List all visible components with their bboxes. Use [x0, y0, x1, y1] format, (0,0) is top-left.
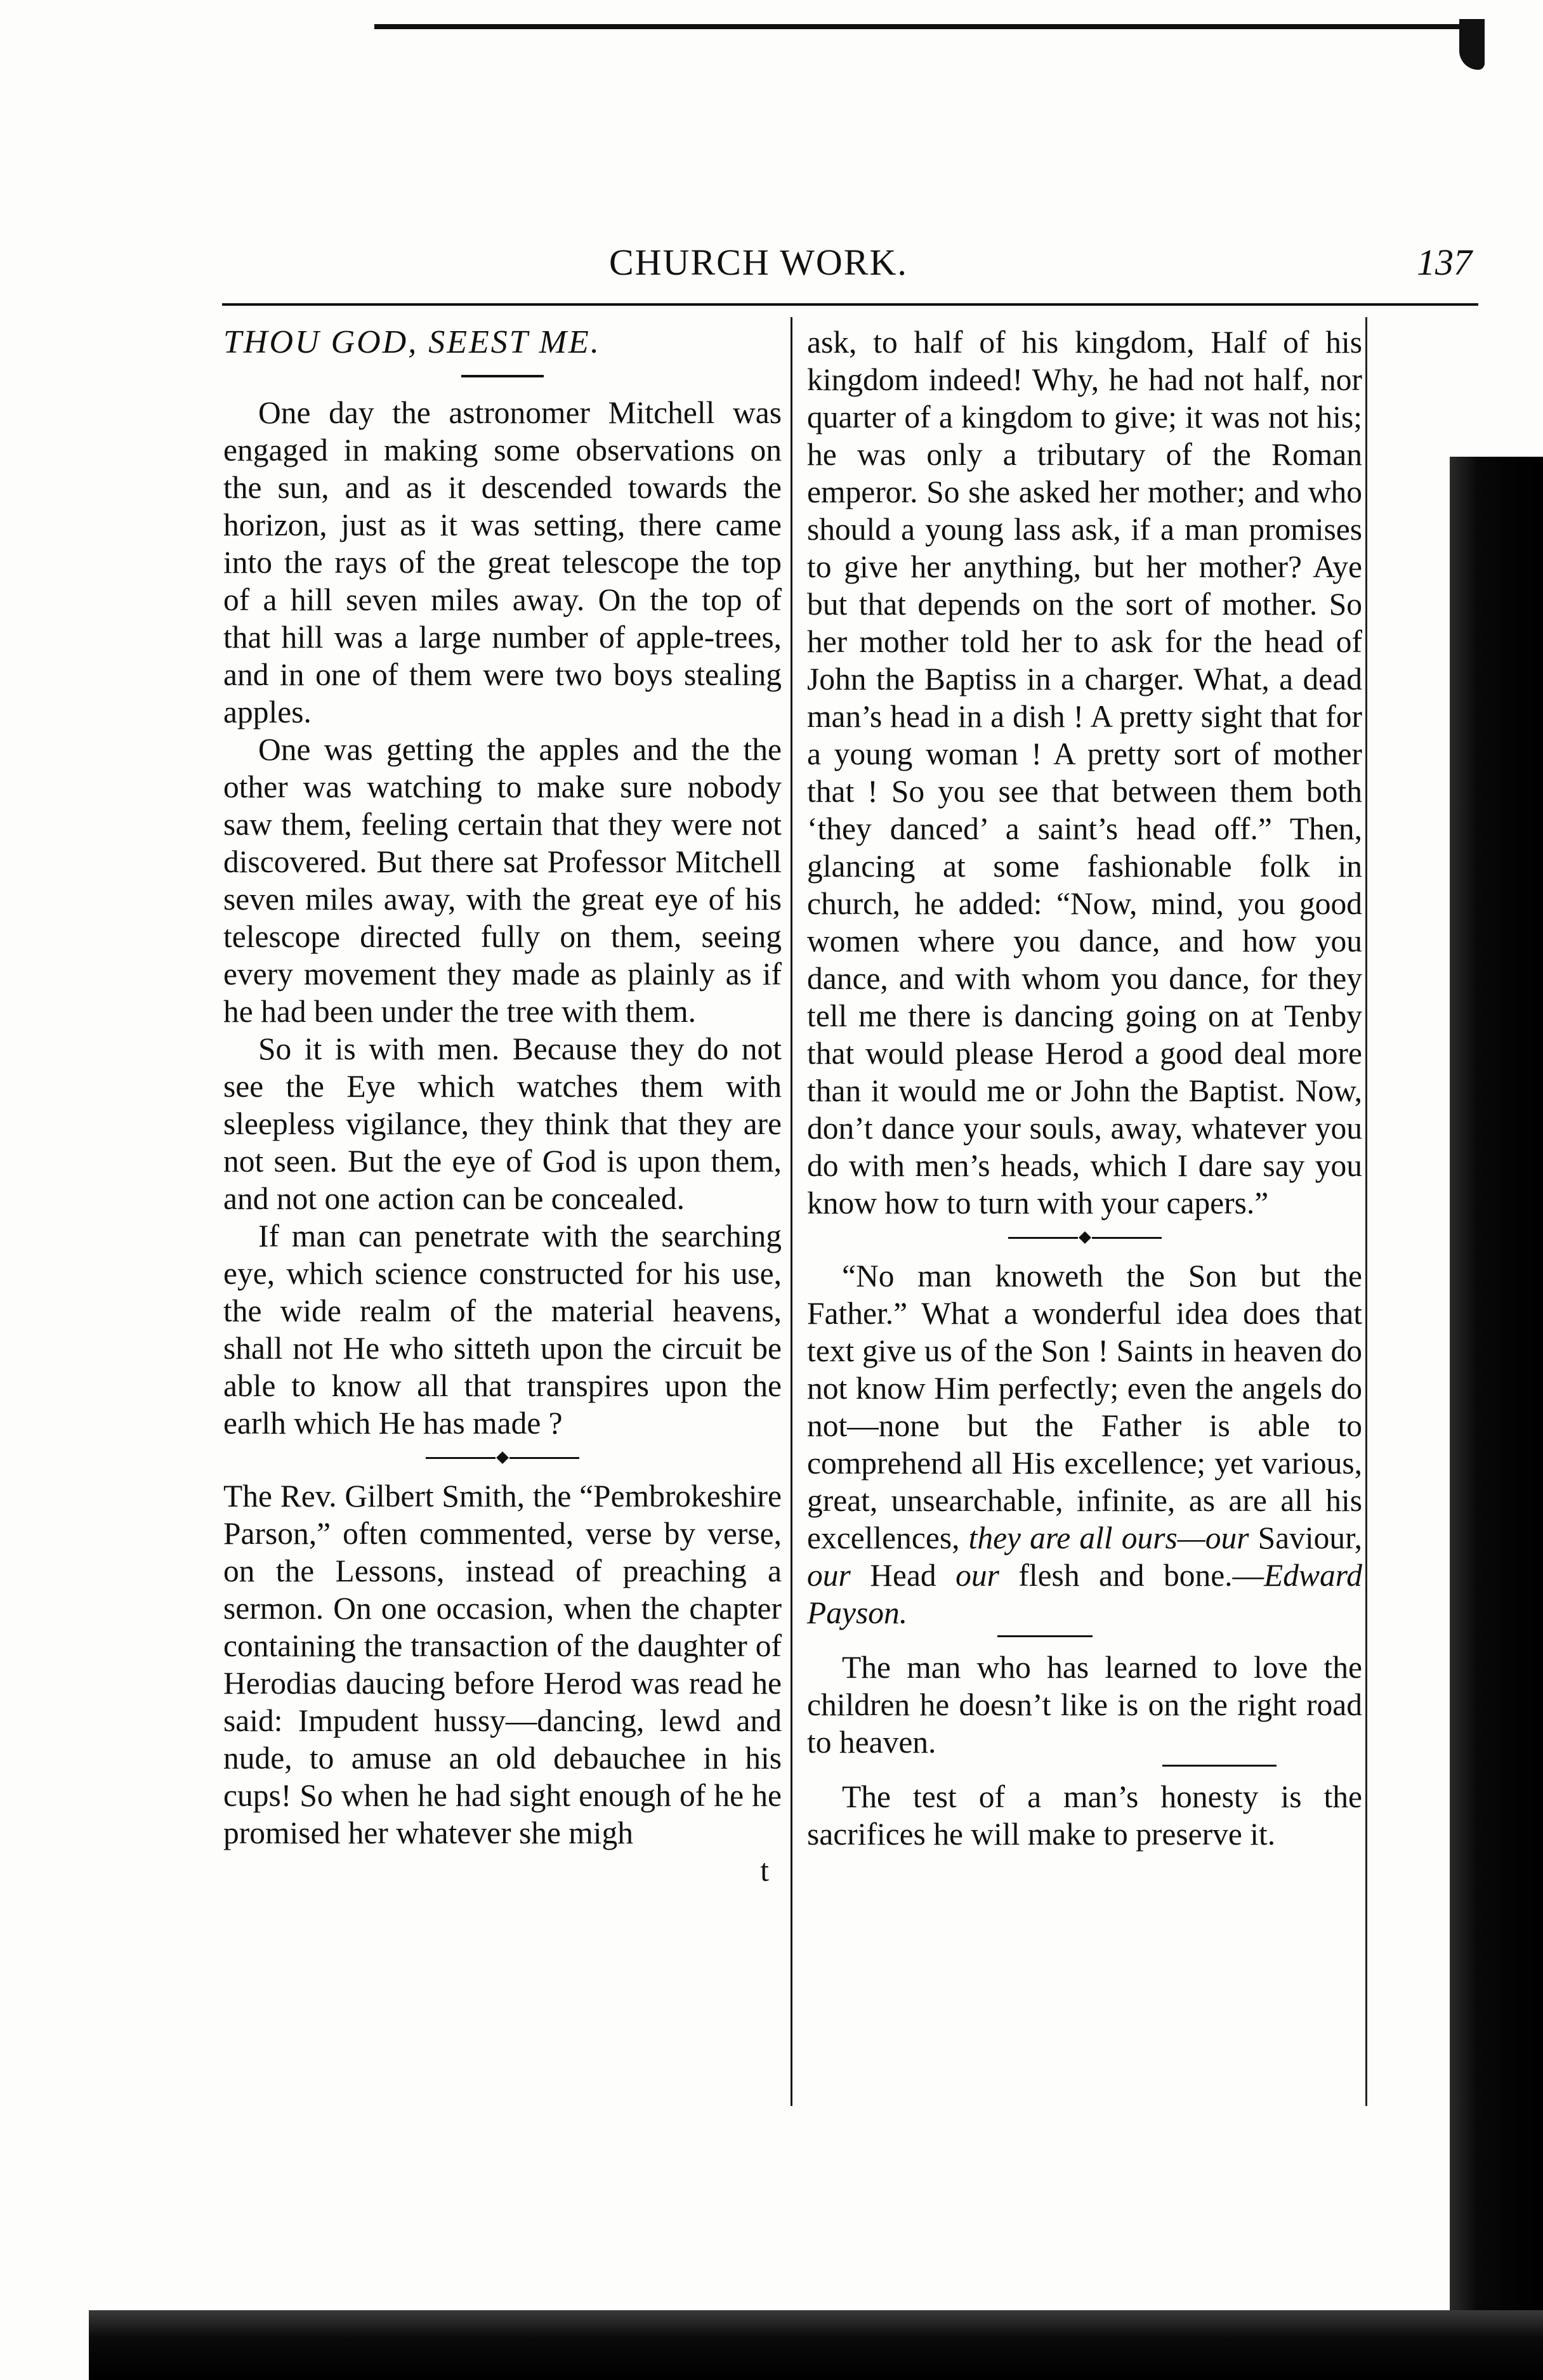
- text: Saviour,: [1249, 1520, 1363, 1555]
- right-margin-rule: [1365, 317, 1367, 2106]
- paragraph: So it is with men. Because they do not see the Eye which watches them with sleepless vigilance, they think that they are not seen. But the eye of God is upon them, and not one action can be concealed.: [223, 1031, 782, 1216]
- running-title: CHURCH WORK.: [609, 242, 908, 283]
- title-separator: [461, 375, 544, 377]
- paragraph: If man can penetrate with the searching eye, which science constructed for his use, the wide realm of the material heavens, shall not He who sitteth upon the circuit be able to know all that transpires upon the earlh which He has made ?: [223, 1219, 782, 1441]
- running-head: [222, 241, 1485, 292]
- paragraph: One day the astronomer Mitchell was engaged in making some observations on the sun, and as it descended towards the horizon, just as it was setting, there came into the rays of the great telescope the top of a hill seven miles away. On the top of that hill was a large number of apple-trees, and in one of them were two boys stealing apples.: [223, 395, 782, 729]
- separator-rule: [997, 1635, 1093, 1637]
- text: flesh and bone.—: [999, 1558, 1264, 1593]
- italic-text: our: [807, 1558, 851, 1593]
- paragraph: [807, 1257, 1362, 1631]
- quote-text: “No man knoweth the Son but the Father.” What a wonderful idea does that text give us of the Son ! Saints in heaven do not know Him perfectly; even the angels do not—none but the Father is able to comprehend all His excellence; yet various, great, unsearchable, infinite, as are all his excellences,: [807, 1259, 1362, 1555]
- ornament-separator: [223, 1448, 782, 1467]
- header-rule: [222, 303, 1478, 306]
- article-title: THOU GOD, SEEST ME.: [223, 324, 601, 360]
- page-number: 137: [1417, 242, 1472, 283]
- separator-rule: [1162, 1765, 1277, 1767]
- italic-text: they are all ours—our: [968, 1520, 1249, 1555]
- paragraph: The Rev. Gilbert Smith, the “Pembrokeshire Parson,” often commented, verse by verse, on the Lessons, instead of preaching a sermon. On one occasion, when the chapter containing the transaction of the daughter of Herodias daucing before Herod was read he said: Impudent hussy—dancing, lewd and nude, to amuse an old debauchee in his cups! So when he had sight enough of he he promised her whatever she migh: [223, 1479, 782, 1850]
- paragraph: The test of a man’s honesty is the sacrifices he will make to preserve it.: [807, 1779, 1362, 1852]
- scan-corner-mark: [1459, 19, 1485, 70]
- text: Head: [850, 1558, 956, 1593]
- right-column: [807, 324, 1362, 1853]
- paragraph: One was getting the apples and the the other was watching to make sure nobody saw them, feeling certain that they were not discovered. But there sat Professor Mitchell seven miles away, with the great eye of his telescope directed fully on them, seeing every movement they made as plainly as if he had been under the tree with them.: [223, 732, 782, 1029]
- scan-bottom-edge: [89, 2310, 1543, 2380]
- italic-text: our: [955, 1558, 999, 1593]
- left-column: [223, 324, 782, 1889]
- scan-top-border: [374, 24, 1485, 29]
- catchword: t: [760, 1853, 769, 1888]
- ornament-separator: [807, 1228, 1362, 1247]
- paragraph: ask, to half of his kingdom, Half of his kingdom indeed! Why, he had not half, nor quarter of a kingdom to give; it was not his; he was only a tributary of the Roman emperor. So she asked her mother; and who should a young lass ask, if a man promises to give her anything, but her mother? Aye but that depends on the sort of mother. So her mother told her to ask for the head of John the Baptiss in a charger. What, a dead man’s head in a dish ! A pretty sight that for a young woman ! A pretty sort of mother that ! So you see that between them both ‘they danced’ a saint’s head off.” Then, glancing at some fashionable folk in church, he added: “Now, mind, you good women where you dance, and how you dance, and with whom you dance, for they tell me there is dancing going on at Tenby that would please Herod a good deal more than it would me or John the Baptist. Now, don’t dance your souls, away, whatever you do with men’s heads, which I dare say you know how to turn with your capers.”: [807, 325, 1362, 1220]
- scan-right-edge: [1450, 457, 1543, 2380]
- column-divider: [791, 317, 792, 2106]
- author-attribution: Edward Payson.: [807, 1558, 1362, 1630]
- paragraph: The man who has learned to love the children he doesn’t like is on the right road to heaven.: [807, 1650, 1362, 1760]
